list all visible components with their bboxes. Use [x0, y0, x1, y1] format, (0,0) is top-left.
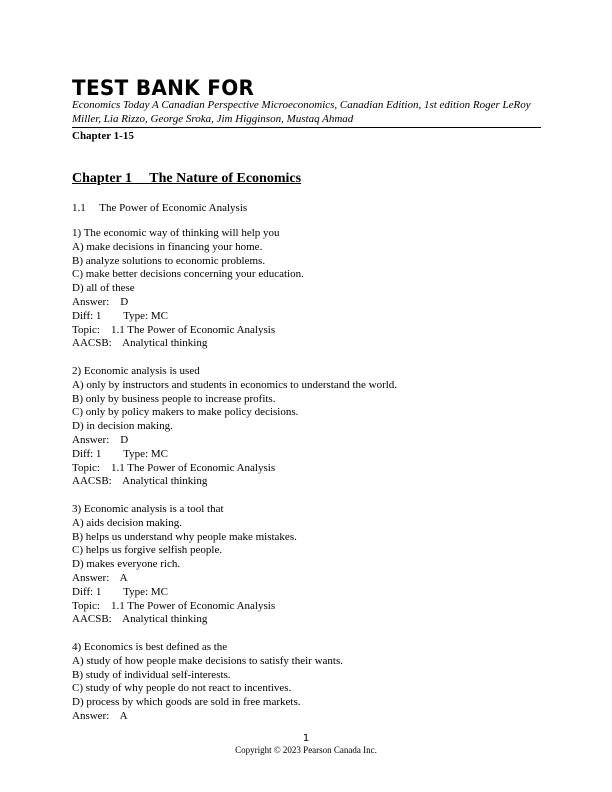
question-stem: 2) Economic analysis is used: [72, 365, 200, 377]
topic: Topic: 1.1 The Power of Economic Analysis: [72, 599, 276, 612]
question-block: [72, 503, 297, 627]
chapter-range: Chapter 1-15: [72, 130, 134, 142]
answer-option: B) study of individual self-interests.: [72, 668, 231, 681]
difficulty-type: Diff: 1 Type: MC: [72, 585, 168, 598]
answer-option: D) process by which goods are sold in free markets.: [72, 696, 301, 709]
answer-option: C) make better decisions concerning your education.: [72, 268, 304, 281]
book-subtitle: Economics Today A Canadian Perspective Microeconomics, Canadian Edition, 1st edition Roger LeRoy Miller, Lia Rizzo, George Sroka, Jim Higginson, Mustaq Ahmad: [72, 99, 531, 125]
chapter-heading: Chapter 1 The Nature of Economics: [72, 171, 302, 186]
answer-key: Answer: D: [72, 433, 129, 446]
answer-option: D) all of these: [72, 282, 135, 295]
difficulty-type: Diff: 1 Type: MC: [72, 309, 168, 322]
aacsb-tag: AACSB: Analytical thinking: [72, 613, 208, 626]
answer-key: Answer: A: [72, 709, 128, 722]
topic: Topic: 1.1 The Power of Economic Analysis: [72, 461, 276, 474]
answer-option: C) study of why people do not react to incentives.: [72, 682, 292, 695]
aacsb-tag: AACSB: Analytical thinking: [72, 475, 208, 488]
question-stem: 1) The economic way of thinking will help you: [72, 227, 280, 239]
answer-option: A) only by instructors and students in economics to understand the world.: [72, 378, 398, 391]
test-bank-banner: TEST BANK FOR: [72, 74, 255, 101]
question-block: [72, 365, 397, 489]
question-stem: 4) Economics is best defined as the: [72, 641, 228, 653]
answer-key: Answer: A: [72, 571, 128, 584]
topic: Topic: 1.1 The Power of Economic Analysis: [72, 323, 276, 336]
answer-option: A) aids decision making.: [72, 516, 182, 529]
copyright-footer: Copyright © 2023 Pearson Canada Inc.: [235, 745, 377, 755]
answer-option: C) helps us forgive selfish people.: [72, 544, 223, 557]
section-heading: 1.1 The Power of Economic Analysis: [72, 202, 248, 214]
answer-option: B) only by business people to increase profits.: [72, 392, 276, 405]
header-rule: [72, 127, 541, 128]
answer-option: D) makes everyone rich.: [72, 558, 181, 571]
page-number: 1: [302, 733, 310, 744]
question-block: [72, 227, 304, 351]
answer-option: A) study of how people make decisions to satisfy their wants.: [72, 654, 343, 667]
question-stem: 3) Economic analysis is a tool that: [72, 503, 224, 515]
answer-key: Answer: D: [72, 295, 129, 308]
question-block: [72, 641, 343, 724]
answer-option: B) analyze solutions to economic problems.: [72, 254, 266, 267]
answer-option: B) helps us understand why people make mistakes.: [72, 530, 297, 543]
answer-option: A) make decisions in financing your home.: [72, 240, 263, 253]
answer-option: C) only by policy makers to make policy decisions.: [72, 406, 299, 419]
difficulty-type: Diff: 1 Type: MC: [72, 447, 168, 460]
aacsb-tag: AACSB: Analytical thinking: [72, 337, 208, 350]
answer-option: D) in decision making.: [72, 420, 173, 433]
